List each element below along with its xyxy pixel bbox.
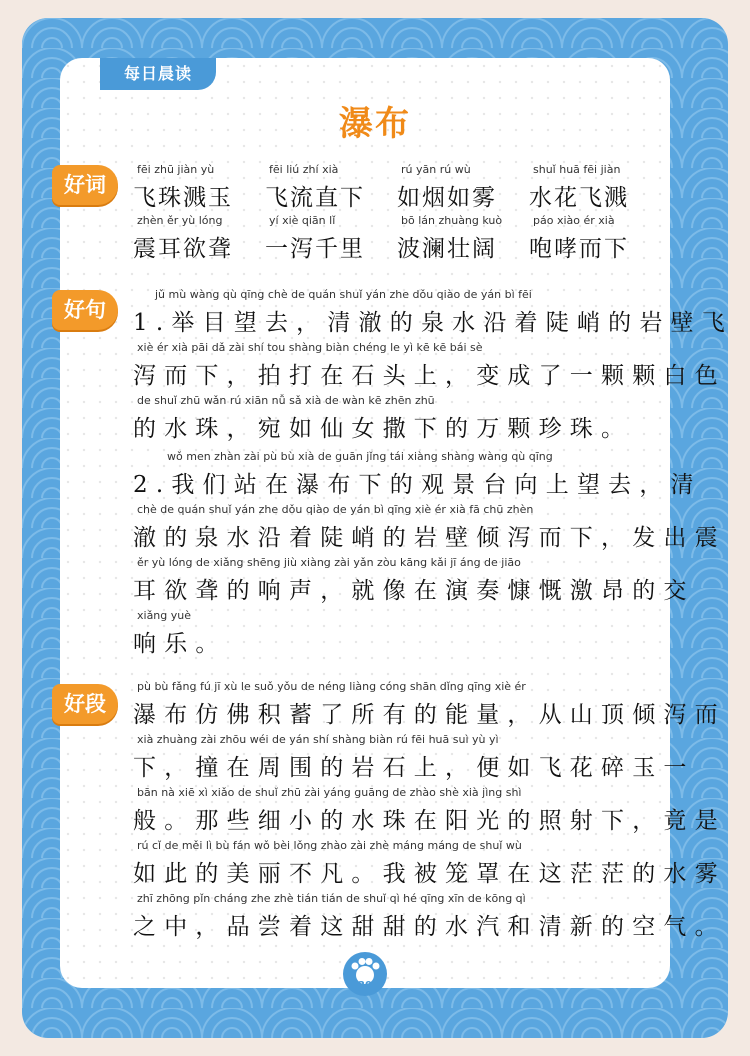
text-line <box>133 503 726 559</box>
text-line <box>133 733 695 789</box>
chinese-text: 响乐。 <box>133 631 227 657</box>
word-pinyin: shuǐ huā fēi jiàn <box>533 163 621 176</box>
word: 咆哮而下 <box>529 236 629 262</box>
word-pinyin: yí xiè qiān lǐ <box>269 214 336 227</box>
words-row-1 <box>133 163 653 219</box>
chinese-text: 2.我们站在瀑布下的观景台向上望去，清 <box>133 472 702 498</box>
text-line <box>133 450 702 506</box>
chinese-text: 瀑布仿佛积蓄了所有的能量，从山顶倾泻而 <box>133 702 726 728</box>
pinyin: jǔ mù wàng qù qīng chè de quán shuǐ yán zhe dǒu qiào de yán bì fēi <box>155 288 532 301</box>
text-line <box>133 609 653 665</box>
page-number: 20 <box>358 980 372 991</box>
pinyin: zhī zhōng pǐn cháng zhe zhè tián tián de shuǐ qì hé qīng xīn de kōng qì <box>137 892 526 905</box>
pinyin: pù bù fǎng fú jī xù le suǒ yǒu de néng liàng cóng shān dǐng qīng xiè ér <box>137 680 526 693</box>
chinese-text: 耳欲聋的响声，就像在演奏慷慨激昂的交 <box>133 578 695 604</box>
pinyin: chè de quán shuǐ yán zhe dǒu qiào de yán bì qīng xiè ér xià fā chū zhèn <box>137 503 534 516</box>
chinese-text: 澈的泉水沿着陡峭的岩壁倾泻而下，发出震 <box>133 525 726 551</box>
text-line <box>133 839 726 895</box>
pinyin: xiè ér xià pāi dǎ zài shí tou shàng biàn chéng le yì kē kē bái sè <box>137 341 483 354</box>
word: 飞珠溅玉 <box>133 185 233 211</box>
chinese-text: 泻而下，拍打在石头上，变成了一颗颗白色 <box>133 363 726 389</box>
word-pinyin: zhèn ěr yù lóng <box>137 214 223 227</box>
word: 飞流直下 <box>265 185 365 211</box>
word: 如烟如雾 <box>397 185 497 211</box>
word-pinyin: fēi zhū jiàn yù <box>137 163 215 176</box>
text-line <box>133 680 726 736</box>
chinese-text: 般。那些细小的水珠在阳光的照射下，竟是 <box>133 808 726 834</box>
text-line <box>133 394 653 450</box>
good-paragraph-label: 好段 <box>52 684 118 724</box>
word: 水花飞溅 <box>529 185 629 211</box>
word-pinyin: páo xiào ér xià <box>533 214 615 227</box>
pinyin: wǒ men zhàn zài pù bù xià de guān jǐng tái xiàng shàng wàng qù qīng <box>167 450 553 463</box>
chinese-text: 之中，品尝着这甜甜的水汽和清新的空气。 <box>133 914 726 940</box>
pinyin: de shuǐ zhū wǎn rú xiān nǚ sǎ xià de wàn kē zhēn zhū <box>137 394 435 407</box>
chinese-text: 如此的美丽不凡。我被笼罩在这茫茫的水雾 <box>133 861 726 887</box>
daily-reading-tag: 每日晨读 <box>100 58 216 90</box>
chinese-text: 1.举目望去，清澈的泉水沿着陡峭的岩壁飞 <box>133 310 733 336</box>
words-row-2 <box>133 214 653 270</box>
chinese-text: 下，撞在周围的岩石上，便如飞花碎玉一 <box>133 755 695 781</box>
text-line <box>133 786 726 842</box>
pinyin: rú cǐ de měi lì bù fán wǒ bèi lǒng zhào zài zhè máng máng de shuǐ wù <box>137 839 522 852</box>
word-pinyin: rú yān rú wù <box>401 163 471 176</box>
word: 波澜壮阔 <box>397 236 497 262</box>
good-words-label: 好词 <box>52 165 118 205</box>
good-sentences-label: 好句 <box>52 290 118 330</box>
pinyin: ěr yù lóng de xiǎng shēng jiù xiàng zài yǎn zòu kāng kǎi jī áng de jiāo <box>137 556 521 569</box>
chinese-text: 的水珠，宛如仙女撒下的万颗珍珠。 <box>133 416 633 442</box>
pinyin: bān nà xiē xì xiǎo de shuǐ zhū zài yáng guāng de zhào shè xià jìng shì <box>137 786 522 799</box>
word-pinyin: bō lán zhuàng kuò <box>401 214 503 227</box>
text-line <box>133 288 733 344</box>
text-line <box>133 556 695 612</box>
word: 震耳欲聋 <box>133 236 233 262</box>
word-pinyin: fēi liú zhí xià <box>269 163 339 176</box>
pinyin: xiǎng yuè <box>137 609 192 622</box>
text-line <box>133 341 726 397</box>
pinyin: xià zhuàng zài zhōu wéi de yán shí shàng biàn rú fēi huā suì yù yì <box>137 733 499 746</box>
page-title: 瀑布 <box>339 104 411 144</box>
word: 一泻千里 <box>265 236 365 262</box>
text-line <box>133 892 726 948</box>
